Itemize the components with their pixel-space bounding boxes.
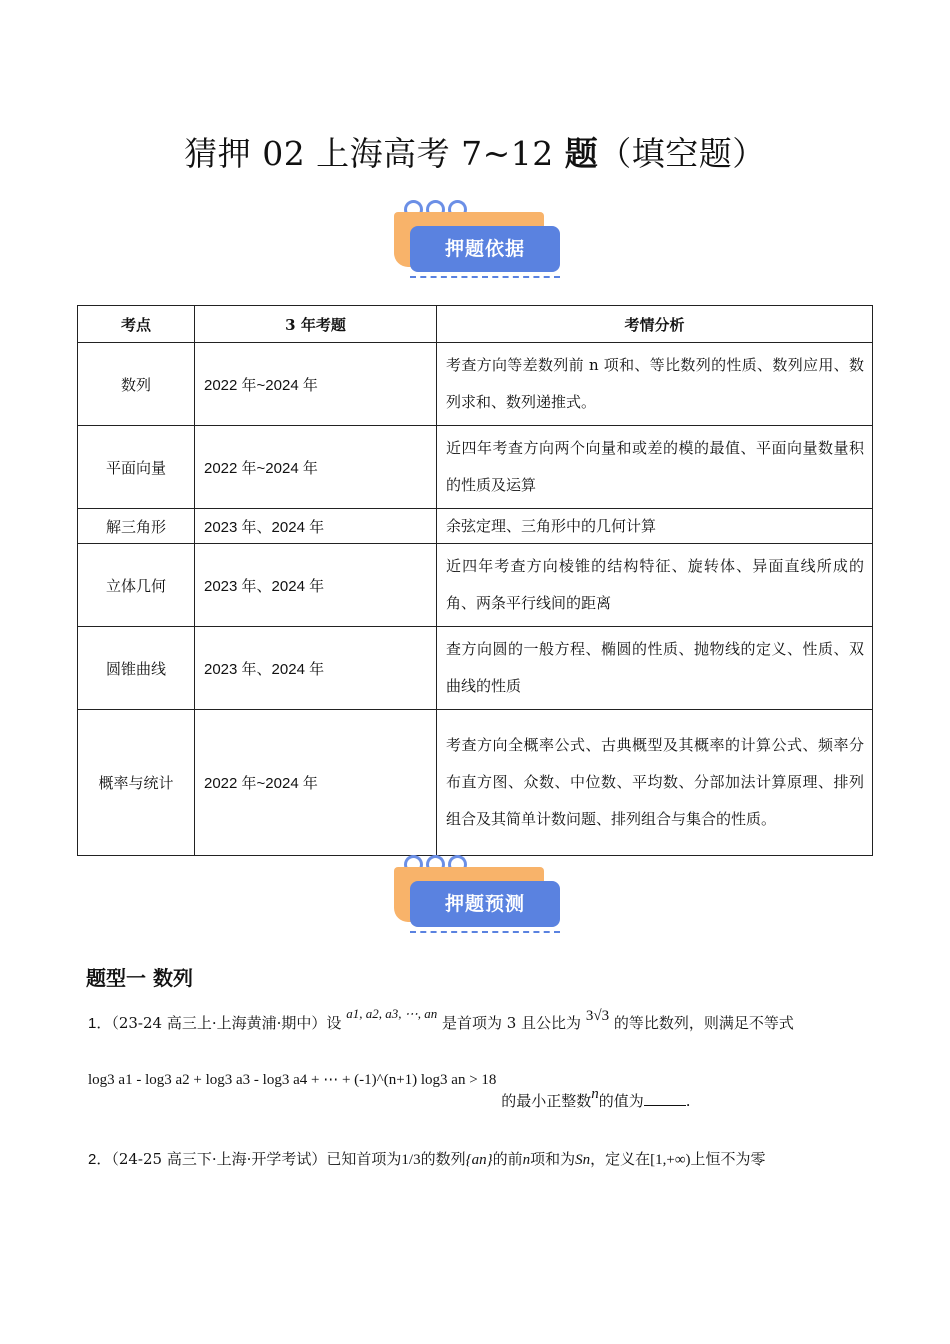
header-analysis: 考情分析 (437, 306, 873, 343)
section-badge-predict: 押题预测 (394, 855, 564, 940)
page-title: 猜押 02 上海高考 7~12 题（填空题） (184, 134, 766, 173)
section-title: 题型一 数列 (86, 966, 193, 990)
question-2: 2．（24-25 高三下·上海·开学考试）已知首项为1/3的数列{an}的前n项和为Sn，定义在[1,+∞)上恒不为零 (88, 1150, 766, 1168)
analysis-table (77, 305, 873, 856)
table-row: 平面向量 2022 年~2024 年 近四年考查方向两个向量和或差的模的最值、平面向量数量积的性质及运算 (78, 426, 873, 509)
answer-blank[interactable] (644, 1105, 686, 1106)
table-row: 概率与统计 2022 年~2024 年 考查方向全概率公式、古典概型及其概率的计算公式、频率分布直方图、众数、中位数、平均数、分部加法计算原理、排列组合及其简单计数问题、排列组合与集合的性质。 (78, 710, 873, 856)
section-badge-basis: 押题依据 (394, 200, 564, 285)
table-row: 圆锥曲线 2023 年、2024 年 查方向圆的一般方程、椭圆的性质、抛物线的定义、性质、双曲线的性质 (78, 627, 873, 710)
header-years: 3 年考题 (195, 306, 437, 343)
header-topic: 考点 (78, 306, 195, 343)
table-row: 立体几何 2023 年、2024 年 近四年考查方向棱锥的结构特征、旋转体、异面直线所成的角、两条平行线间的距离 (78, 544, 873, 627)
table-row: 解三角形 2023 年、2024 年 余弦定理、三角形中的几何计算 (78, 509, 873, 544)
table-row: 数列 2022 年~2024 年 考查方向等差数列前 n 项和、等比数列的性质、数列应用、数列求和、数列递推式。 (78, 343, 873, 426)
question-1-inequality: log3 a1 - log3 a2 + log3 a3 - log3 a4 + ⋯ + (-1)^(n+1) log3 an > 18 的最小正整数n的值为 . (88, 1072, 691, 1110)
question-1: 1．（23-24 高三上·上海黄浦·期中）设 a1, a2, a3, ⋯, an 是首项为 3 且公比为 3√3 的等比数列，则满足不等式 (88, 1006, 794, 1032)
